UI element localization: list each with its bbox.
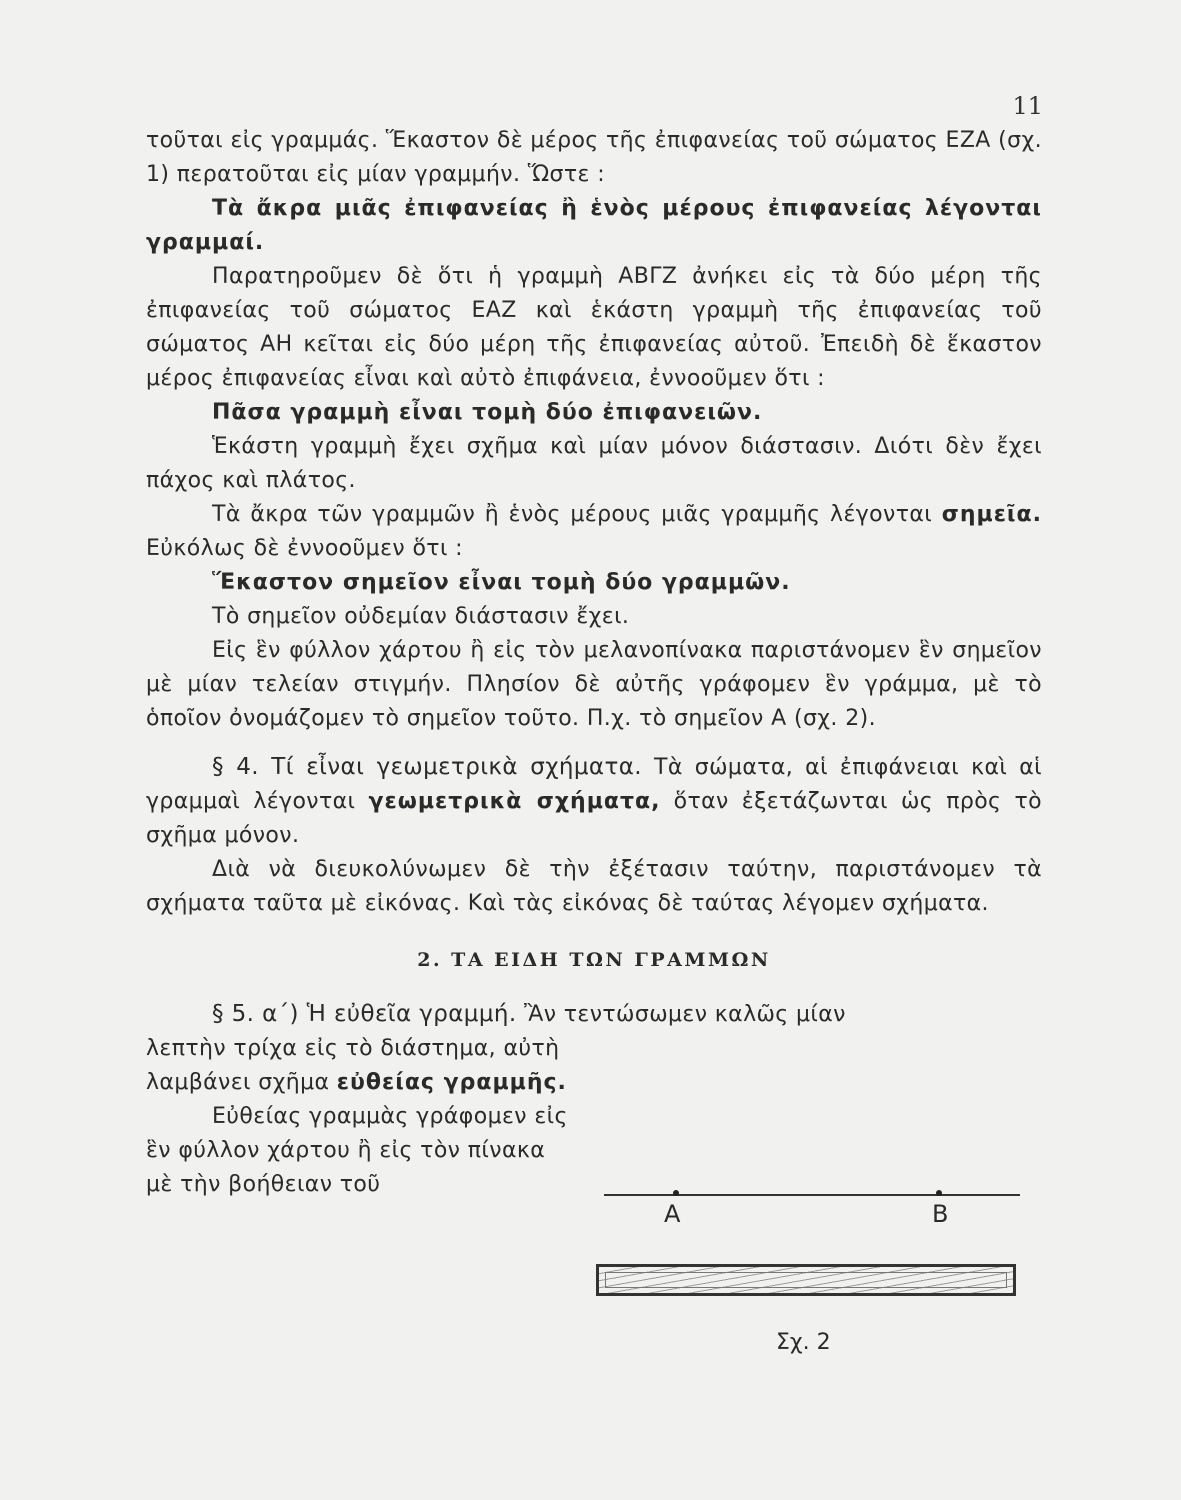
paragraph: Ἑκάστη γραμμὴ ἔχει σχῆμα καὶ μίαν μόνον διάστασιν. Διότι δὲν ἔχει πάχος καὶ πλάτος. bbox=[146, 434, 1042, 493]
paragraph: Διὰ νὰ διευκολύνωμεν δὲ τὴν ἐξέτασιν ταύτην, παριστάνομεν τὰ σχήματα ταῦτα μὲ εἰκόνας. Καὶ τὰς εἰκόνας δὲ ταύτας λέγομεν σχήματα. bbox=[146, 857, 1042, 916]
section-5-body bbox=[146, 1032, 1042, 1202]
page-number: 11 bbox=[1012, 92, 1043, 120]
ruler-illustration bbox=[596, 1264, 1016, 1296]
text: Εὐκόλως δὲ ἐννοοῦμεν ὅτι : bbox=[146, 536, 463, 561]
definition-line-intersection: Πᾶσα γραμμὴ εἶναι τομὴ δύο ἐπιφανειῶν. bbox=[212, 400, 763, 425]
section-4-title: § 4. Τί εἶναι γεωμετρικὰ σχήματα. bbox=[212, 754, 642, 780]
term-straight-line: εὐθείας γραμμῆς. bbox=[336, 1070, 567, 1095]
paragraph: Εἰς ἓν φύλλον χάρτου ἢ εἰς τὸν μελανοπίνακα παριστάνομεν ἓν σημεῖον μὲ μίαν τελείαν στιγμήν. Πλησίον δὲ αὐτῆς γράφομεν ἓν γράμμα, μὲ τὸ ὁποῖον ὀνομάζομεν τὸ σημεῖον τοῦτο. Π.χ. τὸ σημεῖον Α (σχ. 2). bbox=[146, 638, 1042, 731]
point-a-dot bbox=[673, 1190, 679, 1196]
paragraph bbox=[146, 1032, 578, 1100]
point-a-label: Α bbox=[664, 1200, 681, 1228]
text: Τὰ ἄκρα τῶν γραμμῶν ἢ ἑνὸς μέρους μιᾶς γραμμῆς λέγονται bbox=[212, 502, 933, 527]
chapter-heading: 2. ΤΑ ΕΙΔΗ ΤΩΝ ΓΡΑΜΜΩΝ bbox=[417, 949, 771, 971]
paragraph: τοῦται εἰς γραμμάς. Ἕκαστον δὲ μέρος τῆς ἐπιφανείας τοῦ σώματος ΕΖΑ (σχ. 1) περατοῦται εἰς μίαν γραμμήν. Ὥστε : bbox=[146, 128, 1042, 187]
definition-point: Ἕκαστον σημεῖον εἶναι τομὴ δύο γραμμῶν. bbox=[212, 570, 791, 595]
text: Τὰ σώματα, αἱ ἐπιφάνειαι καὶ αἱ γραμμαὶ λέγονται bbox=[146, 755, 1042, 814]
text: λεπτὴν τρίχα εἰς τὸ διάστημα, αὐτὴ λαμβάνει σχῆμα bbox=[146, 1036, 560, 1095]
paragraph: Τὸ σημεῖον οὐδεμίαν διάστασιν ἔχει. bbox=[212, 604, 630, 629]
section-5-title: § 5. α΄) Ἡ εὐθεῖα γραμμή. bbox=[212, 1001, 517, 1027]
paragraph: Παρατηροῦμεν δὲ ὅτι ἡ γραμμὴ ΑΒΓΖ ἀνήκει εἰς τὰ δύο μέρη τῆς ἐπιφανείας τοῦ σώματος ΕΑΖ καὶ ἑκάστη γραμμὴ τῆς ἐπιφανείας τοῦ σώματος ΑΗ κεῖται εἰς δύο μέρη τῆς ἐπιφανείας αὐτοῦ. Ἐπειδὴ δὲ ἕκαστον μέρος ἐπιφανείας εἶναι καὶ αὐτὸ ἐπιφάνεια, ἐννοοῦμεν ὅτι : bbox=[146, 264, 1042, 391]
point-b-dot bbox=[936, 1190, 942, 1196]
text: Ἂν τεντώσωμεν καλῶς μίαν bbox=[523, 1002, 846, 1027]
definition-lines: Τὰ ἄκρα μιᾶς ἐπιφανείας ἢ ἑνὸς μέρους ἐπιφανείας λέγονται γραμμαί. bbox=[146, 196, 1042, 255]
section-5-title-line bbox=[146, 997, 1042, 1032]
straight-line bbox=[604, 1194, 1020, 1196]
term-geometric-shapes: γεωμετρικὰ σχήματα, bbox=[368, 789, 661, 814]
point-b-label: Β bbox=[932, 1200, 949, 1228]
paragraph: Εὐθείας γραμμὰς γράφομεν εἰς ἓν φύλλον χάρτου ἢ εἰς τὸν πίνακα μὲ τὴν βοήθειαν τοῦ bbox=[146, 1104, 568, 1197]
figure-2 bbox=[596, 1190, 1020, 1370]
section-4 bbox=[146, 750, 1042, 853]
figure-caption: Σχ. 2 bbox=[776, 1330, 831, 1355]
ruler-edge bbox=[605, 1272, 1007, 1288]
text: ὅταν ἐξετάζωνται ὡς πρὸς τὸ σχῆμα μόνον. bbox=[146, 789, 1042, 848]
term-points: σημεῖα. bbox=[941, 502, 1042, 527]
page-body bbox=[146, 124, 1042, 1202]
paragraph-points bbox=[146, 498, 1042, 566]
